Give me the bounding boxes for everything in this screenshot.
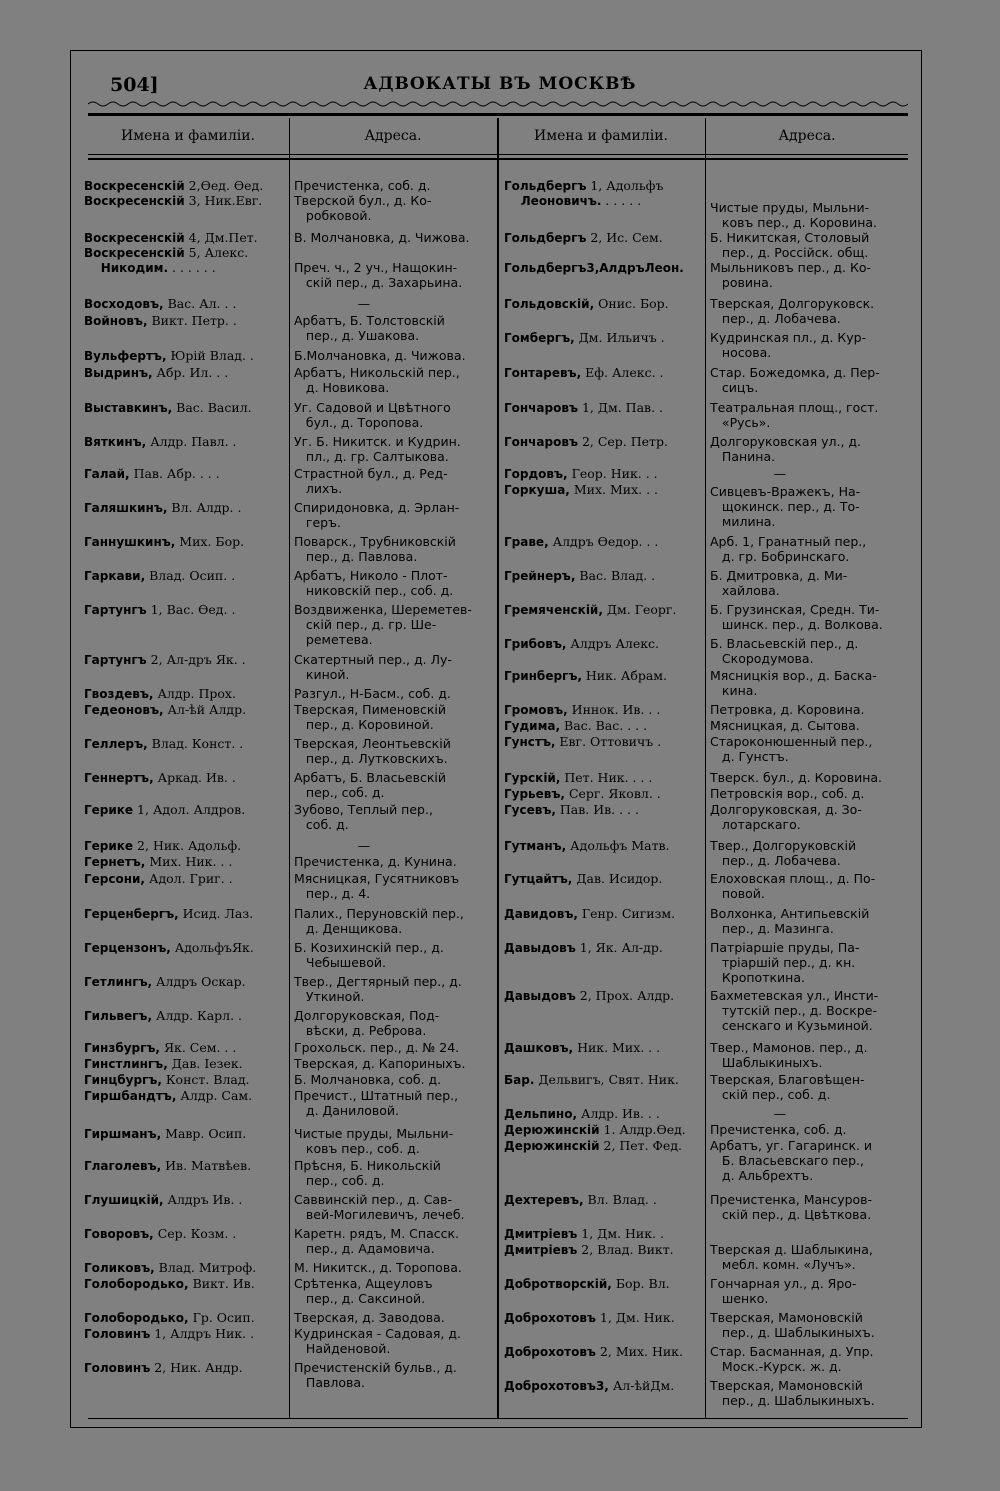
- lawyer-address: Тверская, Долгоруковск.: [710, 296, 875, 311]
- lawyer-name: Галяшкинъ, Вл. Алдр. .: [84, 500, 242, 515]
- column-header-addr-2: Адреса.: [778, 128, 836, 144]
- lawyer-address: Зубово, Теплый пер.,: [294, 802, 433, 817]
- lawyer-address: Стар. Божедомка, д. Пер-: [710, 365, 880, 380]
- lawyer-address: Панина.: [710, 449, 776, 464]
- lawyer-address: Староконюшенный пер.,: [710, 734, 873, 749]
- lawyer-address: повой.: [710, 886, 765, 901]
- lawyer-address: Шаблыкиныхъ.: [710, 1055, 823, 1070]
- lawyer-address: Тверск. бул., д. Коровина.: [710, 770, 883, 785]
- lawyer-address: вѣски, д. Реброва.: [294, 1023, 427, 1038]
- lawyer-address: Чистые пруды, Мыльни-: [294, 1126, 454, 1141]
- lawyer-name: Голиковъ, Влад. Митроф.: [84, 1260, 257, 1275]
- lawyer-address: пер., д. Лобачева.: [710, 853, 841, 868]
- lawyer-name: Гурскій, Пет. Ник. . . .: [504, 770, 653, 785]
- lawyer-address: Прѣсня, Б. Никольскій: [294, 1158, 441, 1173]
- lawyer-name: Гордовъ, Геор. Ник. . .: [504, 466, 658, 481]
- lawyer-address: Тверской бул., д. Ко-: [294, 193, 432, 208]
- lawyer-address: Мясницкая, д. Сытова.: [710, 718, 860, 733]
- lawyer-name: Доброхотовъ3, Ал-ѣйДм.: [504, 1378, 675, 1393]
- lawyer-address: Грохольск. пер., д. № 24.: [294, 1040, 460, 1055]
- header-rule-top: [88, 113, 908, 116]
- lawyer-name: Глаголевъ, Ив. Матвѣев.: [84, 1158, 252, 1173]
- lawyer-address: Тверская, Мамоновскій: [710, 1378, 863, 1393]
- lawyer-address: мебл. комн. «Лучъ».: [710, 1257, 856, 1272]
- lawyer-name: Голобородько, Гр. Осип.: [84, 1310, 255, 1325]
- lawyer-address: Моск.-Курск. ж. д.: [710, 1359, 842, 1374]
- lawyer-name: Добротворскій, Бор. Вл.: [504, 1276, 670, 1291]
- lawyer-address: Кудринская пл., д. Кур-: [710, 330, 867, 345]
- lawyer-address: Саввинскій пер., д. Сав-: [294, 1192, 452, 1207]
- lawyer-address: Пречистенка, соб. д.: [710, 1122, 847, 1137]
- lawyer-address: пер., соб. д.: [294, 785, 385, 800]
- lawyer-address: соб. д.: [294, 817, 349, 832]
- lawyer-name: Гонтаревъ, Еф. Алекс. .: [504, 365, 664, 380]
- lawyer-name: Гильвегъ, Алдр. Карл. .: [84, 1008, 243, 1023]
- lawyer-name: Гольдбергъ 1, Адольфъ: [504, 178, 664, 193]
- lawyer-name: Давидовъ, Генр. Сигизм.: [504, 906, 676, 921]
- lawyer-name: Гончаровъ 1, Дм. Пав. .: [504, 400, 663, 415]
- lawyer-address: Б. Власьевскій пер., д.: [710, 636, 859, 651]
- lawyer-name: Войновъ, Викт. Петр. .: [84, 313, 237, 328]
- lawyer-name: Геннертъ, Аркад. Ив. .: [84, 770, 236, 785]
- lawyer-address: Тверская, Благовѣщен-: [710, 1072, 865, 1087]
- lawyer-address: Скородумова.: [710, 651, 814, 666]
- lawyer-address: ковъ пер., д. Коровина.: [710, 215, 877, 230]
- lawyer-address: Б.Молчановка, д. Чижова.: [294, 348, 466, 363]
- lawyer-address: щокинск. пер., д. То-: [710, 499, 860, 514]
- lawyer-address: Театральная площ., гост.: [710, 400, 879, 415]
- lawyer-address: Арбатъ, Никольскій пер.,: [294, 365, 460, 380]
- bottom-rule: [88, 1418, 908, 1419]
- lawyer-name: Давыдовъ 1, Як. Ал-др.: [504, 940, 663, 955]
- ornamental-rule: [88, 100, 908, 108]
- lawyer-name: Давыдовъ 2, Прох. Алдр.: [504, 988, 675, 1003]
- lawyer-address: Елоховская площ., д. По-: [710, 871, 876, 886]
- lawyer-name: Бар. Дельвигъ, Свят. Ник.: [504, 1072, 679, 1087]
- lawyer-address: —: [710, 466, 787, 481]
- lawyer-address: Долгоруковская ул., д.: [710, 434, 862, 449]
- lawyer-address: Твер., Дегтярный пер., д.: [294, 974, 462, 989]
- lawyer-address: Пречистенка, соб. д.: [294, 178, 431, 193]
- lawyer-name: Гвоздевъ, Алдр. Прох.: [84, 686, 236, 701]
- lawyer-name: Грейнеръ, Вас. Влад. .: [504, 568, 656, 583]
- lawyer-address: пер., д. Шаблыкиныхъ.: [710, 1393, 875, 1408]
- lawyer-address: шинск. пер., д. Волкова.: [710, 617, 883, 632]
- lawyer-name: Дерюжинскій 2, Пет. Фед.: [504, 1138, 682, 1153]
- lawyer-address: Пречистенка, Мансуров-: [710, 1192, 873, 1207]
- lawyer-name: Гринбергъ, Ник. Абрам.: [504, 668, 667, 683]
- lawyer-address: Твер., Мамонов. пер., д.: [710, 1040, 868, 1055]
- lawyer-address: д. Денщикова.: [294, 921, 403, 936]
- lawyer-address: пл., д. гр. Салтыкова.: [294, 449, 449, 464]
- lawyer-address: пер., д. Саксиной.: [294, 1291, 426, 1306]
- lawyer-address: Гончарная ул., д. Яро-: [710, 1276, 857, 1291]
- lawyer-address: сицъ.: [710, 380, 759, 395]
- lawyer-address: милина.: [710, 514, 776, 529]
- lawyer-address: пер., д. Россійск. общ.: [710, 245, 869, 260]
- lawyer-address: Мясницкая, Гусятниковъ: [294, 871, 460, 886]
- lawyer-name: Герцензонъ, АдольфъЯк.: [84, 940, 254, 955]
- lawyer-name: Доброхотовъ 2, Мих. Ник.: [504, 1344, 683, 1359]
- lawyer-address: бул., д. Торопова.: [294, 415, 424, 430]
- lawyer-name: Восходовъ, Вас. Ал. . .: [84, 296, 237, 311]
- lawyer-address: д. Новикова.: [294, 380, 390, 395]
- lawyer-address: Уг. Б. Никитск. и Кудрин.: [294, 434, 461, 449]
- lawyer-address: носова.: [710, 345, 772, 360]
- lawyer-name: Дехтеревъ, Вл. Влад. .: [504, 1192, 657, 1207]
- lawyer-name: Герсони, Адол. Григ. .: [84, 871, 233, 886]
- lawyer-name: Вяткинъ, Алдр. Павл. .: [84, 434, 237, 449]
- page-number: 504]: [110, 74, 159, 96]
- lawyer-address: Уткиной.: [294, 989, 365, 1004]
- lawyer-address: Воздвиженка, Шереметев-: [294, 602, 472, 617]
- lawyer-address: —: [710, 1106, 787, 1121]
- lawyer-address: тутскій пер., д. Воскре-: [710, 1003, 877, 1018]
- lawyer-address: Твер., Долгоруковскій: [710, 838, 857, 853]
- lawyer-address: пер., д. Адамовича.: [294, 1241, 435, 1256]
- lawyer-address: скій пер., д. Цвѣткова.: [710, 1207, 872, 1222]
- lawyer-address: Сивцевъ-Вражекъ, На-: [710, 484, 861, 499]
- lawyer-name: Гиршманъ, Мавр. Осип.: [84, 1126, 247, 1141]
- lawyer-name: Гернетъ, Мих. Ник. . .: [84, 854, 233, 869]
- lawyer-address: Волхонка, Антипьевскій: [710, 906, 870, 921]
- lawyer-name: Воскресенскій 5, Алекс.: [84, 245, 249, 260]
- lawyer-address: —: [294, 838, 371, 853]
- lawyer-name: Гинцбургъ, Конст. Влад.: [84, 1072, 250, 1087]
- lawyer-address: Пречист., Штатный пер.,: [294, 1088, 459, 1103]
- lawyer-name: Дельпино, Алдр. Ив. . .: [504, 1106, 660, 1121]
- lawyer-address: пер., д. Коровиной.: [294, 717, 434, 732]
- lawyer-address: Б. Грузинская, Средн. Ти-: [710, 602, 880, 617]
- lawyer-address: Палих., Перуновскій пер.,: [294, 906, 464, 921]
- lawyer-name: Гутманъ, Адольфъ Матв.: [504, 838, 670, 853]
- lawyer-address: вей-Могилевичъ, лечеб.: [294, 1207, 465, 1222]
- lawyer-address: Кудринская - Садовая, д.: [294, 1326, 461, 1341]
- lawyer-name: Воскресенскій 3, Ник.Евг.: [84, 193, 263, 208]
- lawyer-name: Гомбергъ, Дм. Ильичъ .: [504, 330, 665, 345]
- lawyer-address: пер., соб. д.: [294, 1173, 385, 1188]
- lawyer-name: Никодим. . . . . . .: [84, 260, 216, 275]
- column-divider-3: [705, 118, 706, 1418]
- lawyer-address: киной.: [294, 667, 350, 682]
- lawyer-name: Ганнушкинъ, Мих. Бор.: [84, 534, 245, 549]
- lawyer-address: Патріаршіе пруды, Па-: [710, 940, 860, 955]
- lawyer-address: тріаршій пер., д. кн.: [710, 955, 856, 970]
- lawyer-name: Выдринъ, Абр. Ил. . .: [84, 365, 229, 380]
- lawyer-address: Пречистенка, д. Кунина.: [294, 854, 457, 869]
- lawyer-address: пер., д. Лутковскихъ.: [294, 751, 448, 766]
- page-title: АДВОКАТЫ ВЪ МОСКВѢ: [363, 74, 637, 94]
- lawyer-address: Страстной бул., д. Ред-: [294, 466, 448, 481]
- lawyer-name: Доброхотовъ 1, Дм. Ник.: [504, 1310, 675, 1325]
- lawyer-name: Герценбергъ, Исид. Лаз.: [84, 906, 254, 921]
- lawyer-name: Гусевъ, Пав. Ив. . . .: [504, 802, 639, 817]
- lawyer-address: «Русь».: [710, 415, 771, 430]
- lawyer-name: Гартунгъ 2, Ал-дръ Як. .: [84, 652, 246, 667]
- lawyer-address: кина.: [710, 683, 758, 698]
- lawyer-name: Гинстлингъ, Дав. Іезек.: [84, 1056, 243, 1071]
- lawyer-address: Долгоруковская, д. Зо-: [710, 802, 862, 817]
- lawyer-name: Гольдовскій, Онис. Бор.: [504, 296, 669, 311]
- lawyer-name: Головинъ 2, Ник. Андр.: [84, 1360, 243, 1375]
- lawyer-name: Леоновичъ. . . . . .: [504, 193, 642, 208]
- lawyer-name: Голобородько, Викт. Ив.: [84, 1276, 255, 1291]
- lawyer-address: шенко.: [710, 1291, 769, 1306]
- lawyer-address: Тверская д. Шаблыкина,: [710, 1242, 873, 1257]
- lawyer-address: д. Даниловой.: [294, 1103, 399, 1118]
- lawyer-address: Преч. ч., 2 уч., Нащокин-: [294, 260, 458, 275]
- lawyer-address: Тверская, д. Капориныхъ.: [294, 1056, 466, 1071]
- lawyer-name: Гедеоновъ, Ал-ѣй Алдр.: [84, 702, 247, 717]
- lawyer-name: Галай, Пав. Абр. . . .: [84, 466, 220, 481]
- lawyer-address: лотарскаго.: [710, 817, 801, 832]
- lawyer-address: Арб. 1, Гранатный пер.,: [710, 534, 867, 549]
- lawyer-address: Арбатъ, Б. Власьевскій: [294, 770, 446, 785]
- lawyer-name: Гремяченскій, Дм. Георг.: [504, 602, 677, 617]
- lawyer-address: Тверская, Мамоновскій: [710, 1310, 863, 1325]
- lawyer-name: Гурьевъ, Серг. Яковл. .: [504, 786, 661, 801]
- lawyer-name: Воскресенскій 2,Өед. Өед.: [84, 178, 264, 193]
- lawyer-address: геръ.: [294, 515, 341, 530]
- lawyer-name: Гинзбургъ, Як. Сем. . .: [84, 1040, 237, 1055]
- lawyer-name: Говоровъ, Сер. Козм. .: [84, 1226, 237, 1241]
- lawyer-address: Петровскія вор., соб. д.: [710, 786, 865, 801]
- lawyer-address: ровина.: [710, 275, 773, 290]
- lawyer-address: пер., д. Ушакова.: [294, 328, 420, 343]
- lawyer-address: Чебышевой.: [294, 955, 386, 970]
- lawyer-address: Бахметевская ул., Инсти-: [710, 988, 879, 1003]
- column-header-addr-1: Адреса.: [364, 128, 422, 144]
- lawyer-address: д. Альбрехтъ.: [710, 1168, 814, 1183]
- lawyer-address: Срѣтенка, Ащеуловъ: [294, 1276, 433, 1291]
- lawyer-name: Воскресенскій 4, Дм.Пет.: [84, 230, 258, 245]
- lawyer-address: ковъ пер., соб. д.: [294, 1141, 420, 1156]
- column-divider-2: [497, 118, 499, 1418]
- lawyer-name: Гаркави, Влад. Осип. .: [84, 568, 236, 583]
- lawyer-address: никовскій пер., соб. д.: [294, 583, 454, 598]
- lawyer-name: Глушицкій, Алдръ Ив. .: [84, 1192, 243, 1207]
- lawyer-address: Найденовой.: [294, 1341, 391, 1356]
- lawyer-name: Геллеръ, Влад. Конст. .: [84, 736, 244, 751]
- lawyer-name: Гутцайтъ, Дав. Исидор.: [504, 871, 663, 886]
- lawyer-address: Мыльниковъ пер., д. Ко-: [710, 260, 872, 275]
- lawyer-address: пер., д. Мазинга.: [710, 921, 834, 936]
- lawyer-address: Арбатъ, уг. Гагаринск. и: [710, 1138, 873, 1153]
- lawyer-name: Гунстъ, Евг. Оттовичъ .: [504, 734, 662, 749]
- lawyer-name: Герике 2, Ник. Адольф.: [84, 838, 242, 853]
- lawyer-address: Б. Козихинскій пер., д.: [294, 940, 444, 955]
- lawyer-address: пер., д. 4.: [294, 886, 371, 901]
- lawyer-address: Пречистенскій бульв., д.: [294, 1360, 457, 1375]
- lawyer-address: Б. Молчановка, соб. д.: [294, 1072, 442, 1087]
- lawyer-address: лихъ.: [294, 481, 343, 496]
- lawyer-address: Уг. Садовой и Цвѣтного: [294, 400, 451, 415]
- lawyer-name: Грибовъ, Алдръ Алекс.: [504, 636, 660, 651]
- lawyer-name: Гудима, Вас. Вас. . . .: [504, 718, 648, 733]
- lawyer-address: В. Молчановка, д. Чижова.: [294, 230, 470, 245]
- lawyer-address: робковой.: [294, 208, 372, 223]
- lawyer-address: сенскаго и Кузьминой.: [710, 1018, 873, 1033]
- column-header-names-1: Имена и фамиліи.: [121, 128, 255, 144]
- lawyer-address: д. гр. Бобринскаго.: [710, 549, 850, 564]
- lawyer-address: скій пер., д. гр. Ше-: [294, 617, 437, 632]
- lawyer-address: Тверская, д. Заводова.: [294, 1310, 445, 1325]
- lawyer-name: Дерюжинскій 1. Алдр.Өед.: [504, 1122, 686, 1137]
- lawyer-address: пер., д. Лобачева.: [710, 311, 841, 326]
- lawyer-address: Павлова.: [294, 1375, 365, 1390]
- lawyer-address: Каретн. рядъ, М. Спасск.: [294, 1226, 459, 1241]
- lawyer-address: Б. Никитская, Столовый: [710, 230, 870, 245]
- lawyer-name: Вульфертъ, Юрій Влад. .: [84, 348, 254, 363]
- lawyer-address: Поварск., Трубниковскій: [294, 534, 456, 549]
- lawyer-address: пер., д. Павлова.: [294, 549, 418, 564]
- lawyer-address: Спиридоновка, д. Эрлан-: [294, 500, 460, 515]
- lawyer-name: Граве, Алдръ Өедор. . .: [504, 534, 659, 549]
- lawyer-address: М. Никитск., д. Торопова.: [294, 1260, 462, 1275]
- lawyer-address: Петровка, д. Коровина.: [710, 702, 865, 717]
- lawyer-address: Б. Власьевскаго пер.,: [710, 1153, 864, 1168]
- lawyer-name: Выставкинъ, Вас. Васил.: [84, 400, 252, 415]
- lawyer-name: Головинъ 1, Алдръ Ник. .: [84, 1326, 255, 1341]
- lawyer-address: скій пер., д. Захарьина.: [294, 275, 463, 290]
- lawyer-address: Арбатъ, Николо - Плот-: [294, 568, 448, 583]
- lawyer-name: Дмитріевъ 1, Дм. Ник. .: [504, 1226, 664, 1241]
- lawyer-address: реметева.: [294, 632, 373, 647]
- lawyer-address: Скатертный пер., д. Лу-: [294, 652, 452, 667]
- lawyer-address: Б. Дмитровка, д. Ми-: [710, 568, 848, 583]
- lawyer-address: —: [294, 296, 371, 311]
- column-divider-1: [289, 118, 290, 1418]
- lawyer-name: Гартунгъ 1, Вас. Өед. .: [84, 602, 236, 617]
- lawyer-address: Арбатъ, Б. Толстовскій: [294, 313, 445, 328]
- lawyer-name: Гольдбергъ 2, Ис. Сем.: [504, 230, 663, 245]
- lawyer-address: пер., д. Шаблыкиныхъ.: [710, 1325, 875, 1340]
- lawyer-name: Дашковъ, Ник. Мих. . .: [504, 1040, 661, 1055]
- lawyer-name: Гончаровъ 2, Сер. Петр.: [504, 434, 668, 449]
- lawyer-address: д. Гунстъ.: [710, 749, 789, 764]
- column-header-names-2: Имена и фамиліи.: [534, 128, 668, 144]
- lawyer-address: скій пер., соб. д.: [710, 1087, 831, 1102]
- lawyer-address: Тверская, Леонтьевскій: [294, 736, 451, 751]
- lawyer-name: Дмитріевъ 2, Влад. Викт.: [504, 1242, 674, 1257]
- lawyer-address: Чистые пруды, Мыльни-: [710, 200, 870, 215]
- lawyer-address: Кропоткина.: [710, 970, 805, 985]
- lawyer-address: Долгоруковская, Под-: [294, 1008, 440, 1023]
- lawyer-name: Герике 1, Адол. Алдров.: [84, 802, 246, 817]
- lawyer-name: Громовъ, Иннок. Ив. . .: [504, 702, 661, 717]
- lawyer-name: Горкуша, Мих. Мих. . .: [504, 482, 659, 497]
- lawyer-name: Гетлингъ, Алдръ Оскар.: [84, 974, 246, 989]
- lawyer-address: хайлова.: [710, 583, 780, 598]
- lawyer-address: Стар. Басманная, д. Упр.: [710, 1344, 874, 1359]
- lawyer-address: Тверская, Пименовскій: [294, 702, 447, 717]
- lawyer-name: Гольдбергъ3,АлдръЛеон.: [504, 261, 684, 275]
- lawyer-address: Мясницкія вор., д. Баска-: [710, 668, 877, 683]
- lawyer-name: Гиршбандтъ, Алдр. Сам.: [84, 1088, 253, 1103]
- lawyer-address: Разгул., Н-Басм., соб. д.: [294, 686, 451, 701]
